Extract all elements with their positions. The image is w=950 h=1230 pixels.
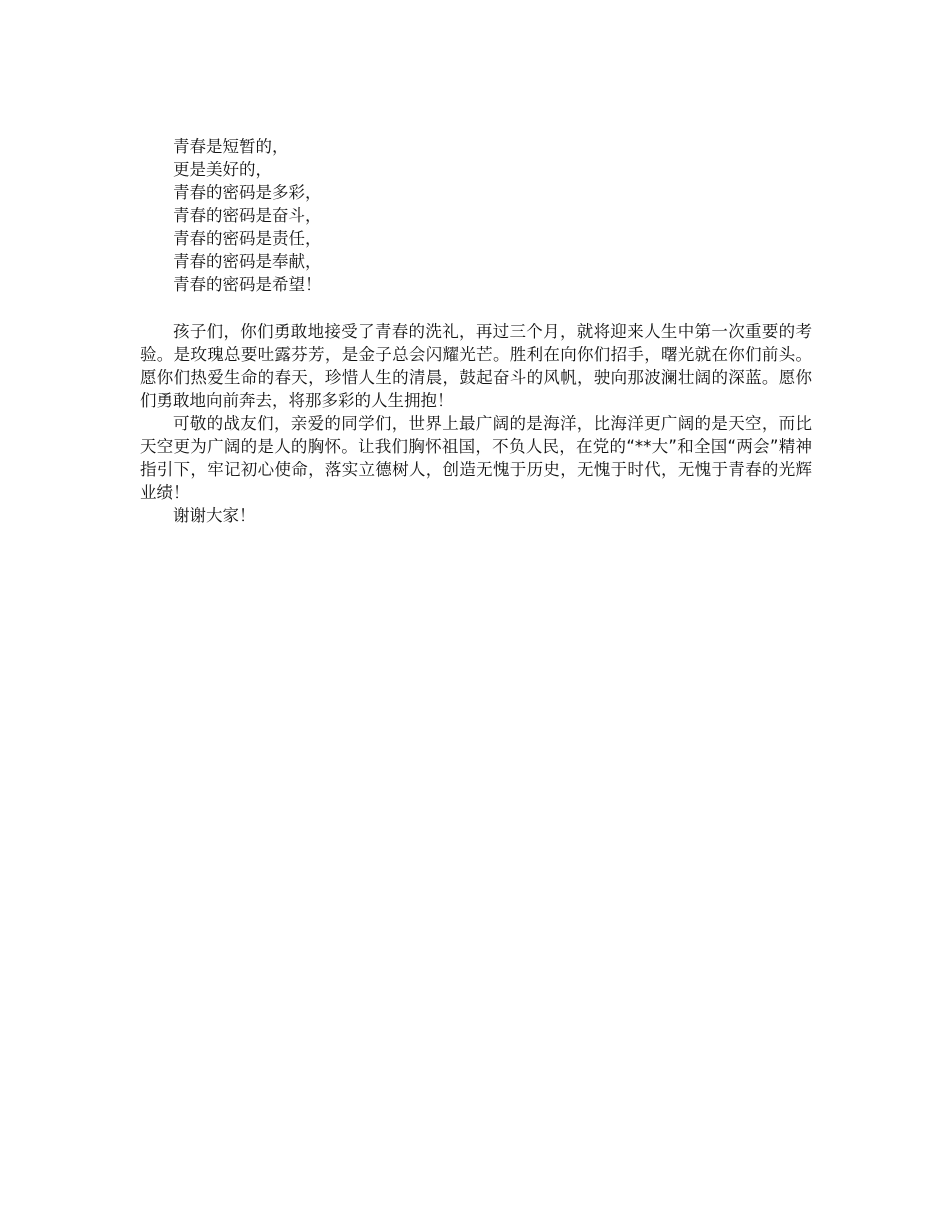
paragraph-students: 孩子们，你们勇敢地接受了青春的洗礼，再过三个月，就将迎来人生中第一次重要的考验。是玫瑰总要吐露芬芳，是金子总会闪耀光芒。胜利在向你们招手，曙光就在你们前头。愿你们热爱生命的春天，珍惜人生的清晨，鼓起奋斗的风帆，驶向那波澜壮阔的深蓝。愿你们勇敢地向前奔去，将那多彩的人生拥抱！ [140, 322, 812, 410]
poem-line: 更是美好的， [173, 160, 272, 179]
paragraph-colleagues: 可敬的战友们，亲爱的同学们，世界上最广阔的是海洋，比海洋更广阔的是天空，而比天空更为广阔的是人的胸怀。让我们胸怀祖国，不负人民，在党的“**大”和全国“两会”精神指引下，牢记初心使命，落实立德树人，创造无愧于历史，无愧于时代，无愧于青春的光辉业绩！ [140, 414, 812, 502]
poem-block [140, 135, 812, 296]
poem-line: 青春的密码是奋斗， [173, 206, 322, 225]
poem-line: 青春的密码是责任， [173, 229, 322, 248]
poem-line: 青春的密码是希望！ [173, 275, 322, 294]
paragraph-thanks: 谢谢大家！ [173, 506, 256, 525]
document-body [140, 135, 812, 527]
paragraph-gap [140, 296, 812, 320]
poem-line: 青春是短暂的， [173, 137, 289, 156]
poem-line: 青春的密码是多彩， [173, 183, 322, 202]
poem-line: 青春的密码是奉献， [173, 252, 322, 271]
